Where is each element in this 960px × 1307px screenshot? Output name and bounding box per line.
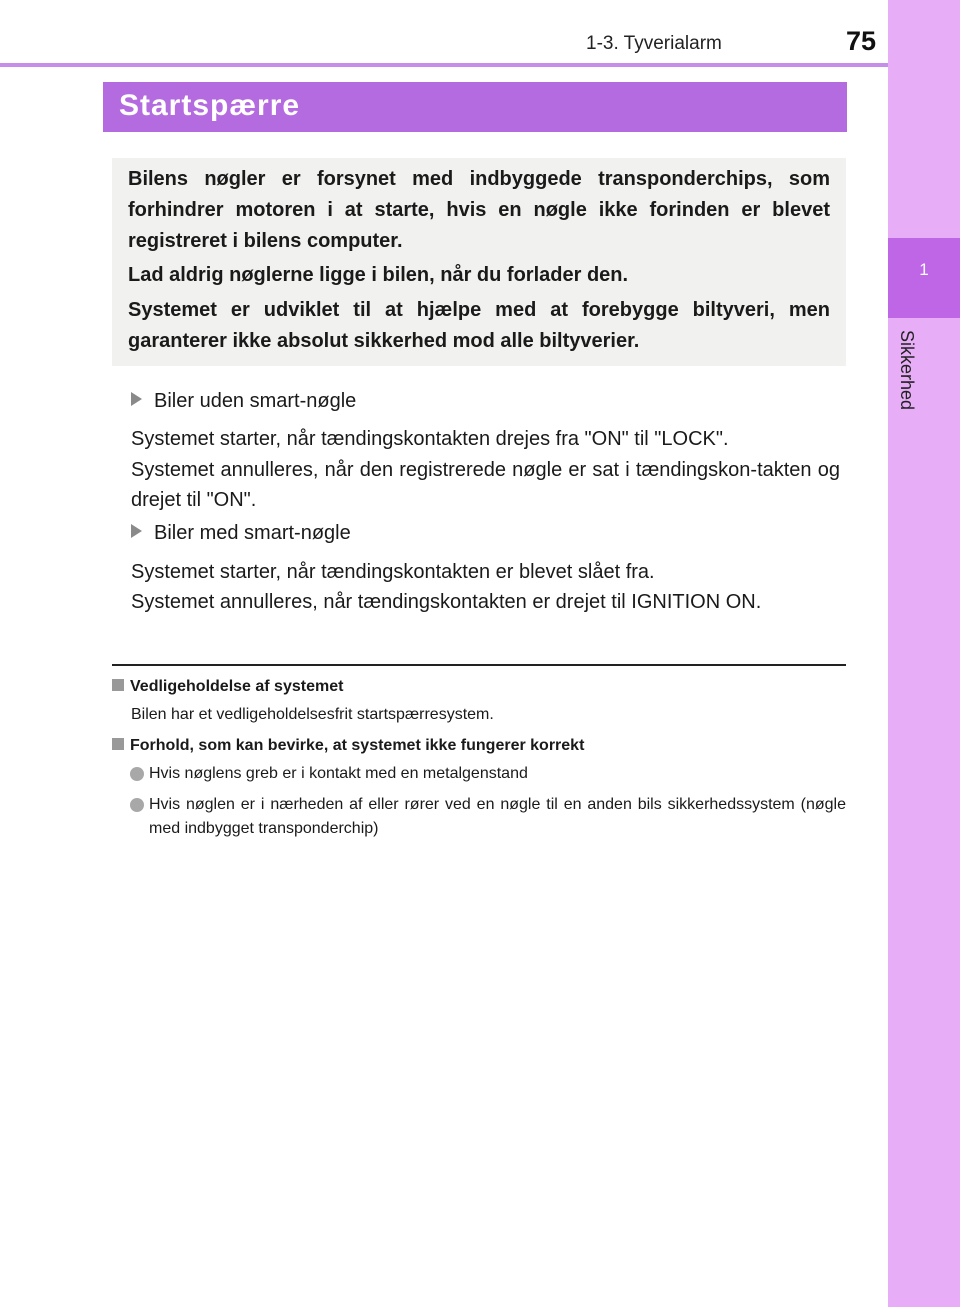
body-paragraph: Systemet starter, når tændingskontakten er blevet slået fra. — [131, 561, 655, 583]
intro-box — [112, 158, 846, 366]
intro-paragraph: Systemet er udviklet til at hjælpe med at forebygge biltyveri, men garanterer ikke absolut sikkerhed mod alle biltyverier. — [128, 299, 830, 352]
title-bar — [103, 82, 847, 132]
chapter-side-tab — [888, 0, 960, 1307]
header-rule — [0, 63, 888, 67]
section-heading-text: Biler uden smart-nøgle — [154, 390, 357, 412]
page-number: 75 — [846, 26, 877, 56]
note-bullet-item — [130, 793, 846, 841]
section-heading-text: Biler med smart-nøgle — [154, 522, 351, 544]
page-header — [0, 0, 888, 68]
chapter-number: 1 — [919, 260, 929, 279]
body-paragraph: Systemet starter, når tændingskontakten drejes fra "ON" til "LOCK". — [131, 428, 729, 450]
note-bullet-text: Hvis nøglen er i nærheden af eller rører ved en nøgle til en anden bils sikkerhedssystem (nøgle med indbygget transponderchip) — [149, 796, 846, 837]
note-heading — [112, 678, 343, 696]
body-paragraph: Systemet annulleres, når tændingskontakten er drejet til IGNITION ON. — [131, 591, 762, 613]
section-heading-smart-key — [131, 522, 351, 545]
square-bullet-icon — [112, 738, 124, 750]
arrow-bullet-icon — [131, 524, 142, 538]
note-heading-text: Vedligeholdelse af systemet — [130, 678, 344, 695]
note-heading — [112, 737, 584, 755]
note-text: Bilen har et vedligeholdelsesfrit startspærresystem. — [131, 706, 494, 723]
note-heading-text: Forhold, som kan bevirke, at systemet ikke fungerer korrekt — [130, 737, 585, 754]
section-divider — [112, 664, 846, 666]
chapter-number-box — [888, 238, 960, 318]
circle-bullet-icon — [130, 798, 144, 812]
chapter-label: Sikkerhed — [897, 330, 917, 411]
page-title: Startspærre — [119, 89, 301, 122]
square-bullet-icon — [112, 679, 124, 691]
section-title: 1-3. Tyverialarm — [586, 33, 722, 54]
arrow-bullet-icon — [131, 392, 142, 406]
note-bullet-text: Hvis nøglens greb er i kontakt med en metalgenstand — [149, 765, 528, 782]
intro-paragraph: Lad aldrig nøglerne ligge i bilen, når du forlader den. — [128, 264, 629, 286]
body-paragraph: Systemet annulleres, når den registrerede nøgle er sat i tændingskon-takten og drejet til "ON". — [131, 459, 840, 511]
note-bullet-item — [130, 762, 846, 786]
section-heading-no-smart-key — [131, 390, 356, 413]
circle-bullet-icon — [130, 767, 144, 781]
intro-paragraph: Bilens nøgler er forsynet med indbyggede transponderchips, som forhindrer motoren i at starte, hvis en nøgle ikke forinden er blevet registreret i bilens computer. — [128, 168, 830, 252]
